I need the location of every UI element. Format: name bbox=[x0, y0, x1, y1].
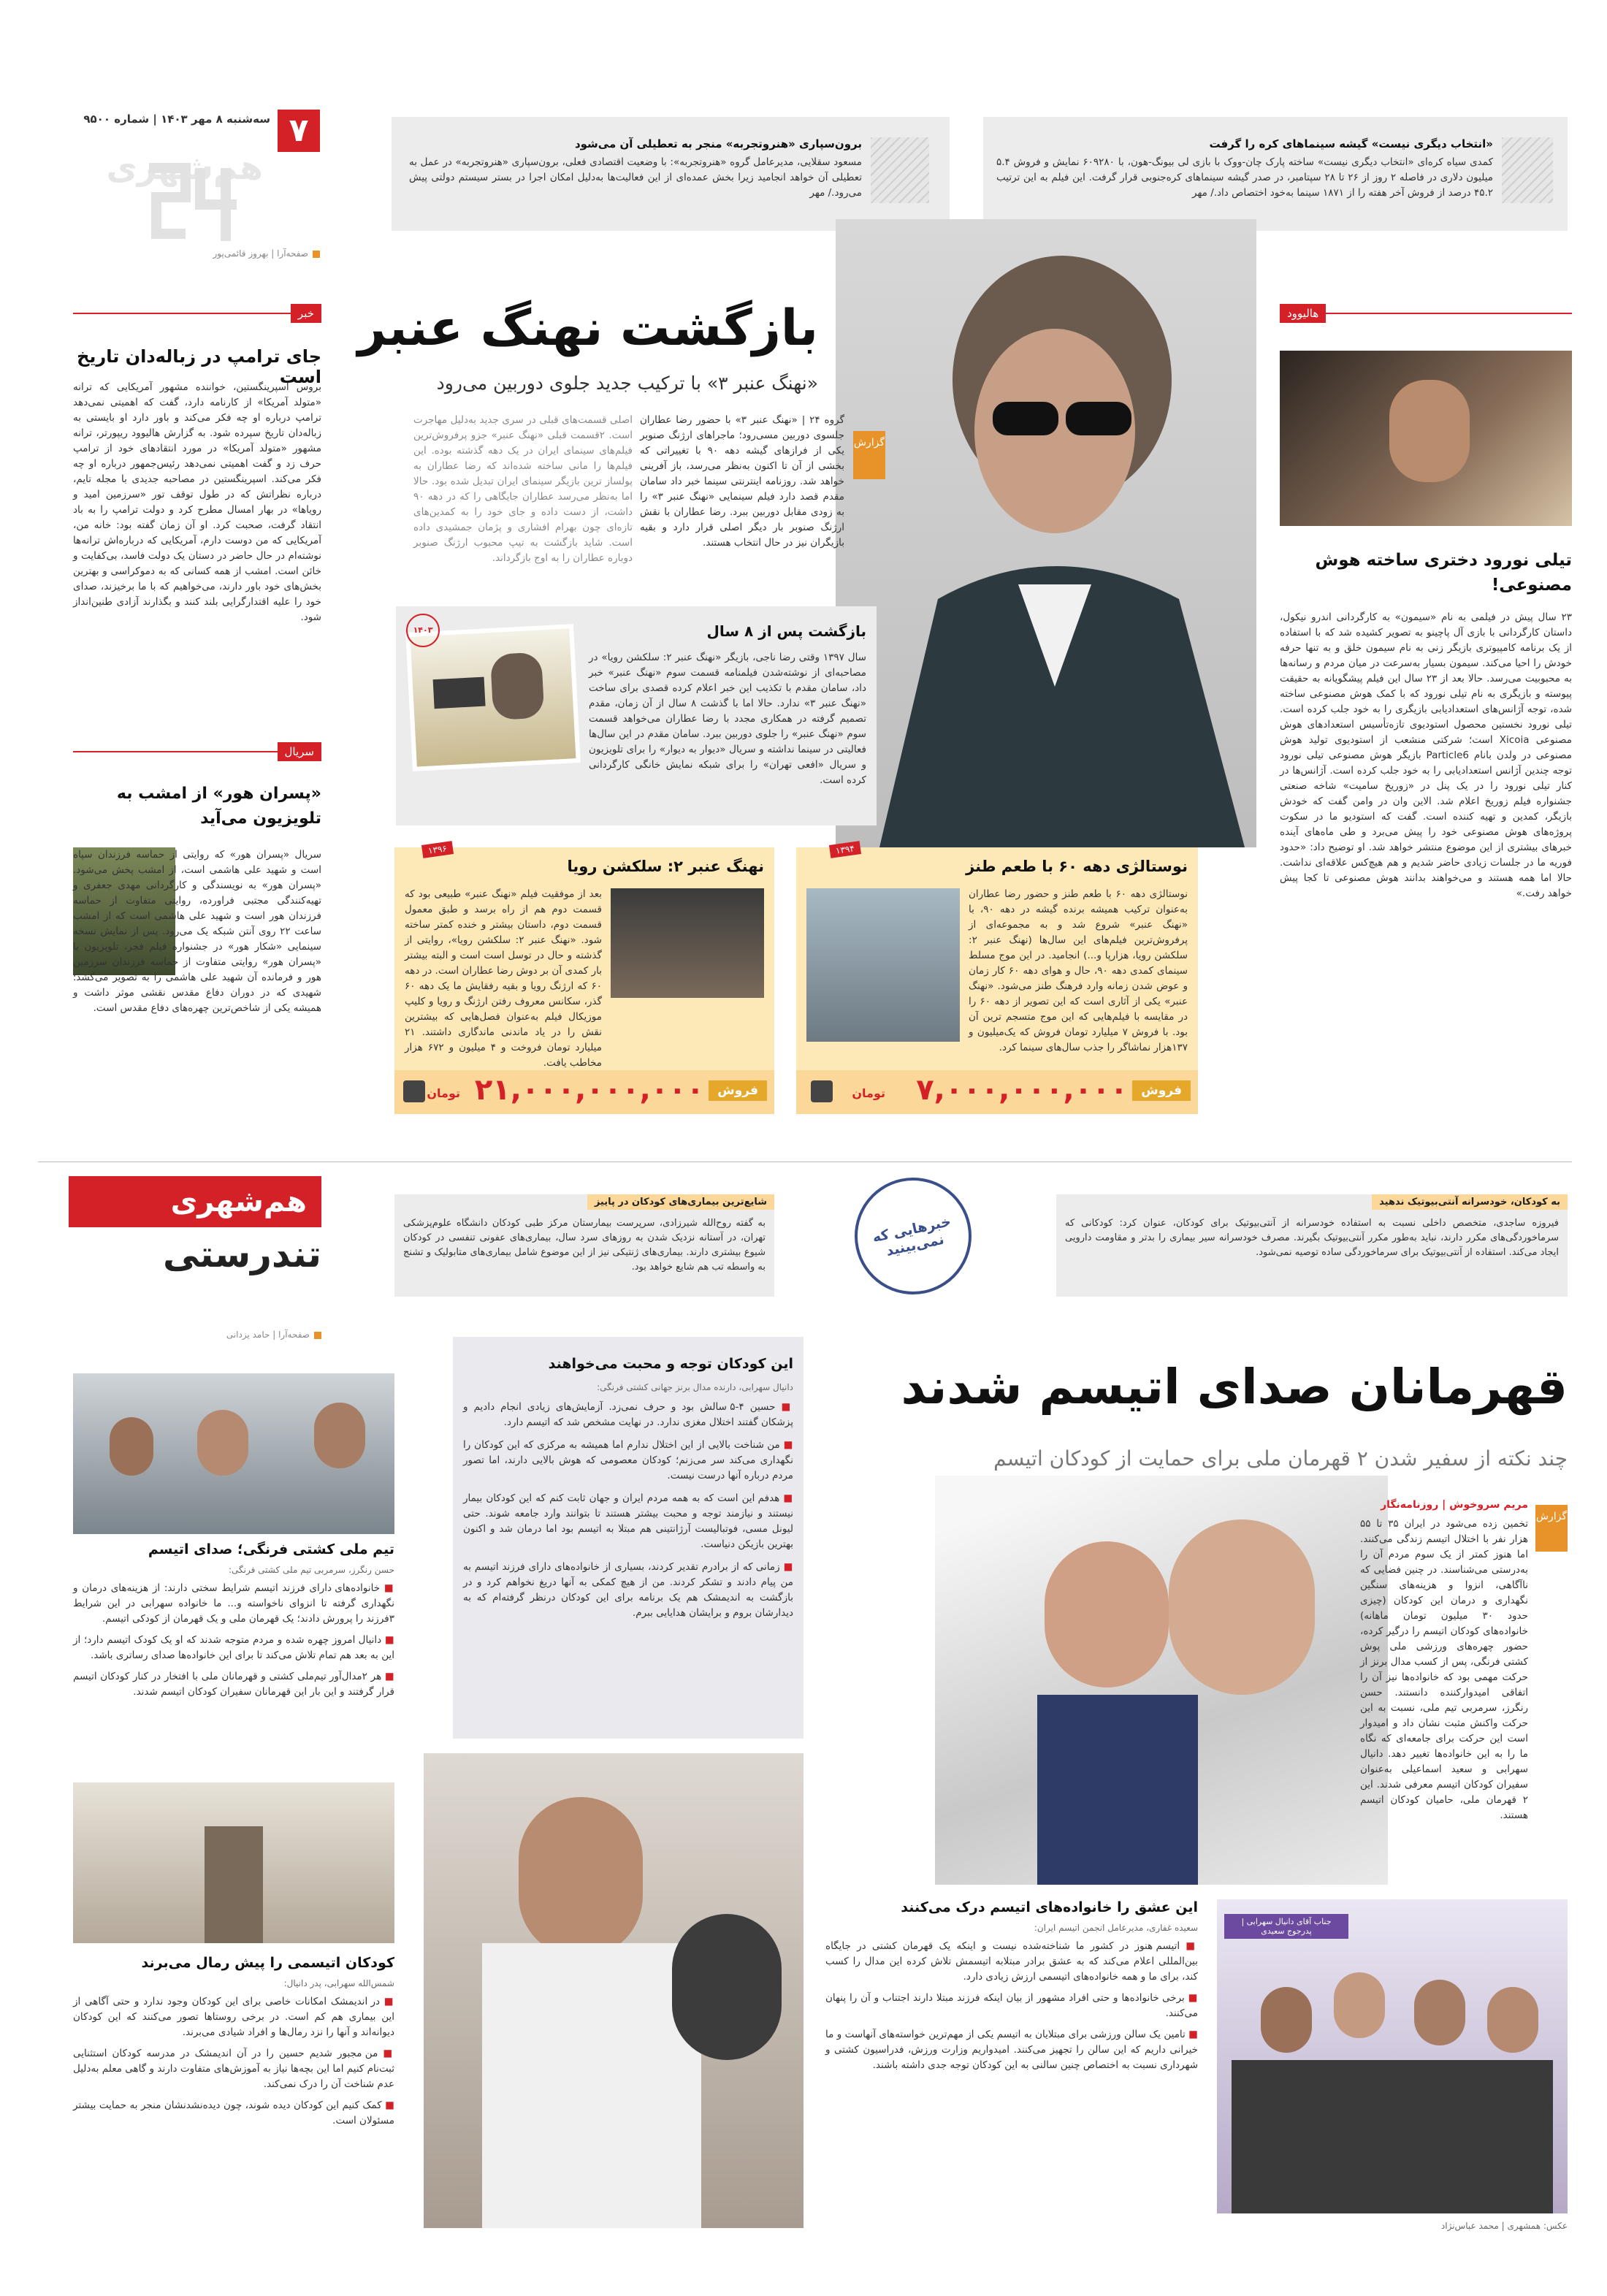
masthead-block bbox=[67, 110, 320, 263]
brand-logo bbox=[73, 139, 314, 241]
autism-cost-col-list bbox=[73, 1994, 394, 2129]
masthead-editor: صفحه‌آرا | بهروز قائمی‌پور bbox=[213, 248, 320, 259]
brand-name: هم‌شهری bbox=[106, 148, 263, 187]
red-bullet-icon: ■ bbox=[381, 2099, 394, 2111]
sales-strip-1 bbox=[796, 1070, 1198, 1114]
love-col-title: این عشق را خانواده‌های اتیسم درک می‌کنند bbox=[901, 1899, 1198, 1915]
red-bullet-icon: ■ bbox=[1180, 1940, 1198, 1952]
team-photo bbox=[73, 1373, 394, 1534]
kids-item-2: ■ من شناخت بالایی از این اختلال ندارم اما همیشه به مرکزی که این کودکان را نگهداری می‌کند سر می‌زنم؛ کودکان معصومی که هوش بالایی دارند، اما تصور مردم درباره آنها درست نیست. bbox=[463, 1439, 794, 1481]
top-news-left-title: برون‌سپاری «هنروتجربه» منجر به تعطیلی آن می‌شود bbox=[574, 137, 862, 150]
sales-box-2 bbox=[394, 843, 774, 1114]
love-col bbox=[825, 1899, 1198, 2206]
health-news-left-body: به گفته روح‌الله شیرزادی، سرپرست بیمارستان مرکز طبی کودکان دانشگاه علوم‌پزشکی تهران، در آستانه نزدیک شدن به روزهای سرد سال، بیماری‌های عفونی تنفسی در کودکان شیوع بیشتری دارند. بیماری‌های ژنتیکی نیز از این موضوع شامل بیماری‌های متابولیک و تشنج به واسطه تب هم شایع خواهد بود. bbox=[403, 1218, 766, 1273]
red-bullet-icon: ■ bbox=[381, 1671, 395, 1682]
wrestlers-item-2: ■ دانیال امروز چهره شده و مردم متوجه شدند که او یک کودک اتیسم دارد؛ از این به بعد هم تمام تلاش می‌کند تا برای این خانواده‌ها صدای رساتری باشد. bbox=[73, 1634, 395, 1661]
hidden-news-stamp: خبرهایی که نمی‌بینید bbox=[844, 1167, 982, 1305]
red-bullet-icon: ■ bbox=[380, 1996, 395, 2007]
autism-item-3: ■ کمک کنیم این کودکان دیده شوند، چون دیده‌نشدنشان منجر به حمایت بیشتر مسئولان است. bbox=[73, 2099, 394, 2127]
ceremony-banner: جناب آقای دانیال سهرابی | پدرجوج سعیدی bbox=[1224, 1914, 1348, 1939]
health-news-right bbox=[1056, 1194, 1568, 1297]
comeback-photo bbox=[405, 624, 581, 771]
autism-item-1: ■ در اندیمشک امکانات خاصی برای این کودکان وجود ندارد و حتی آگاهی از این بیماری هم کم است. در برخی روستاها تصور می‌کنند که این کودکان دیوانه‌اند و آنها را نزد رمال‌ها و افراد شیادی می‌برند. bbox=[73, 1996, 395, 2038]
health-lead: تخمین زده می‌شود در ایران ۳۵ تا ۵۵ هزار نفر با اختلال اتیسم زندگی می‌کنند. اما هنوز کمتر از یک سوم مردم آن را به‌درستی می‌شناسند. در چنین فضایی که ناآگاهی، انزوا و هزینه‌های سنگین نگهداری و درمان این کودکان (چیزی حدود ۳۰ میلیون تومان ماهانه) خانواده‌های کودکان اتیسم را درگیر کرده، حضور چهره‌های ورزشی ملی پوش کشتی فرنگی، پس از کسب مدال برنز از حرکت مهمی بود که خانواده‌ها نیز آن را اتفاقی امیدوارکننده دانستند. حسن رنگرز، سرمربی تیم ملی، نسبت به این حرکت واکنش مثبت نشان داد و امیدوار است این حرکت برای جامعه‌ای که نگاه ما را به این خانواده‌ها تغییر دهد. دانیال سهرابی و سعید اسماعیلی به‌عنوان سفیران کودکان اتیسم معرفی شدند. این ۲ قهرمان ملی، حامیان کودکان اتیسم هستند. bbox=[1360, 1518, 1529, 1821]
health-section-name: تندرستی bbox=[162, 1233, 321, 1275]
wrestlers-item-3: ■ هر ۲مدال‌آور تیم‌ملی کشتی و قهرمانان ملی با افتخار در کنار کودکان اتیسم قرار گرفتند و این بار این قهرمانان سفیران کودکان اتیسم شدند. bbox=[73, 1671, 395, 1698]
love-item-2: ■ برخی خانواده‌ها و حتی افراد مشهور از بیان اینکه فرزند مبتلا دارند اجتناب و آن را پنهان می‌کنند. bbox=[825, 1992, 1198, 2019]
attaran-photo bbox=[836, 219, 1256, 847]
orange-square-icon bbox=[313, 251, 320, 258]
wrestlers-col-intro: حسن رنگرز، سرمربی تیم ملی کشتی فرنگی: bbox=[228, 1565, 394, 1575]
comeback-box-title: بازگشت پس از ۸ سال bbox=[706, 622, 866, 640]
wrestlers-col-title: تیم ملی کشتی فرنگی؛ صدای اتیسم bbox=[148, 1541, 394, 1557]
sales-label-2: فروش bbox=[709, 1080, 767, 1101]
orange-square-icon-2 bbox=[314, 1332, 321, 1339]
kids-col bbox=[453, 1337, 804, 1739]
sales-amount-1: ۷,۰۰۰,۰۰۰,۰۰۰ bbox=[916, 1073, 1128, 1107]
sales-box-1-photo bbox=[806, 888, 960, 1042]
top-news-right-body: کمدی سیاه کره‌ای «انتخاب دیگری نیست» ساخته پارک چان-ووک با بازی لی بیونگ-هون، با ۶۰۹۲۸۰ نمایش و فروش ۵.۴ میلیون دلاری در فاصله ۲ روز از ۲۶ تا ۲۸ سپتامبر، در صدر گیشه سینماهای کره‌جنوبی قرار گرفت. این فیلم به این ترتیب ۴۵.۲ درصد از فروش آخر هفته را از ۱۸۷۱ سینما به‌خود اختصاص داد./ مهر bbox=[996, 156, 1493, 199]
wrestlers-kid-photo bbox=[935, 1476, 1388, 1885]
sales-box-1-title: نوستالژی دهه ۶۰ با طعم طنز bbox=[966, 858, 1188, 875]
kids-col-list bbox=[463, 1400, 793, 1621]
top-news-left bbox=[392, 117, 950, 231]
saghlaei-photo bbox=[871, 137, 929, 203]
health-brand: هم‌شهری bbox=[69, 1176, 321, 1227]
health-editor: صفحه‌آرا | حامد یزدانی bbox=[226, 1330, 321, 1340]
series-title: «پسران هور» از امشب به تلویزیون می‌آید bbox=[116, 785, 321, 828]
year-stamp-1396: ۱۳۹۶ bbox=[421, 841, 454, 858]
top-news-right bbox=[983, 117, 1568, 231]
red-bullet-icon: ■ bbox=[775, 1401, 794, 1413]
ticket-icon bbox=[811, 1080, 833, 1102]
kids-col-intro: دانیال سهرابی، دارنده مدال برنز جهانی کشتی فرنگی: bbox=[597, 1382, 793, 1392]
news-body: بروس اسپرینگستین، خواننده مشهور آمریکایی که ترانه «متولد آمریکا» از کارنامه دارد، گفت که اهمیتی نمی‌دهد ترامپ درباره او چه فکر می‌کند و باور دارد او بایستی به زباله‌دان تاریخ سپرده شود. به گزارش هالیوود ریپورتر، ترانه مشهور «متولد آمریکا» در مورد انتقادهای خود از ترامپ حرف زد و گفت اهمیتی نمی‌دهد رئیس‌جمهور درباره او چه فکر می‌کند. اسپرینگستین در مصاحبه جدیدی با مجله تایم، درباره نظراتش که در طول توقف تور «سرزمین امید و رویاها» در بهار امسال مطرح کرد و دولت ترامپ را به باد انتقاد گرفت، صحبت کرد. او آن زمان گفته بود: خانه من، آمریکایی که من دوست دارم، آمریکایی که درباره‌اش ترانه‌ها نوشته‌ام در حال حاضر در دستان یک دولت فاسد، بی‌کفایت و خائن است. امشب از همه کسانی که به دموکراسی و بهترین بخش‌های خود باور دارند، می‌خواهیم که با ما برخیزند، صدای خود را علیه اقتدارگرایی بلند کنند و بگذارند آزادی طنین‌انداز شود. bbox=[73, 381, 321, 623]
series-column bbox=[73, 738, 321, 1132]
brand-24-logo bbox=[134, 153, 244, 248]
health-news-left-title: شایع‌ترین بیماری‌های کودکان در پاییز bbox=[587, 1194, 774, 1210]
love-col-list bbox=[825, 1939, 1198, 2073]
kids-col-title: این کودکان توجه و محبت می‌خواهند bbox=[548, 1356, 793, 1372]
health-main-subtitle: چند نکته از سفیر شدن ۲ قهرمان ملی برای حمایت از کودکان اتیسم bbox=[993, 1446, 1568, 1471]
series-body: سریال «پسران هور» که روایتی از حماسه فرزندان سپاه است و شهید علی هاشمی است، از امشب پخش می‌شود. «پسران هور» به نویسندگی و کارگردانی مهدی جعفری و تهیه‌کنندگی مجتبی فراورده، روایتی متفاوت از حماسه فرزندان هور است و شهید علی هاشمی است که از امشب ساعت ۲۲ روی آنتن شبکه یک می‌رود. پس از نمایش نسخه سینمایی «شکار هور» در جشنواره فیلم فجر، تلویزیون با «پسران هور» روایتی متفاوت از حماسه فرزندان سرزمین هور و فرمانده آن شهید علی هاشمی را به تصویر می‌کشد؛ شهیدی که در دوران دفاع مقدس نقشی موثر داشت و همیشه یکی از شاخص‌ترین چهره‌های دفاع مقدس است. bbox=[73, 849, 321, 1014]
feature-subtitle: «نهنگ عنبر ۳» با ترکیب جدید جلوی دوربین می‌رود bbox=[436, 373, 818, 394]
ceremony-photo bbox=[1217, 1899, 1568, 2213]
comeback-box bbox=[396, 606, 877, 825]
health-news-right-title: به کودکان، خودسرانه آنتی‌بیوتیک ندهید bbox=[1372, 1194, 1568, 1210]
sales-box-2-body: بعد از موفقیت فیلم «نهنگ عنبر» طبیعی بود که قسمت دوم هم از راه برسد و طبق معمول قسمت دوم، داستان بیشتر و خنده کمتر ساخته شود. «نهنگ عنبر ۲: سلکشن رویا»، روایتی از گذشته و حال در توسل است است و البته بیشتر بار کمدی آن بر دوش رضا عطاران است. در دهه ۶۰ که ارژنگ رویا و بقیه رفقایش ما یک دهه ۶۰ گذر، سکانس معروف رفتن ارژنگ و رویا و کلیپ موزیکال فیلم به‌عنوان فصل‌هایی که بیشترین نقش را در یاد ماندنی ماندگاری داشتند. ۲۱ میلیارد تومان فروخت و ۴ میلیون و ۶۷۲ هزار مخاطب یافت. bbox=[405, 888, 602, 1069]
kids-item-1: ■ حسین ۴-۵ سالش بود و حرف نمی‌زد. آزمایش‌های زیادی انجام دادیم و پزشکان گفتند اختلال مغزی ندارد. در نهایت مشخص شد که اتیسم دارد. bbox=[463, 1401, 794, 1428]
red-bullet-icon: ■ bbox=[779, 1492, 794, 1504]
portrait-silhouette bbox=[836, 219, 1256, 847]
sales-unit-2: تومان bbox=[427, 1086, 460, 1100]
hollywood-title: تیلی نورود دختری ساخته هوش مصنوعی! bbox=[1315, 551, 1572, 595]
issue-line: سه‌شنبه ۸ مهر ۱۴۰۳ | شماره ۹۵۰۰ bbox=[83, 112, 270, 126]
ticket-icon-2 bbox=[403, 1080, 425, 1102]
news-rule bbox=[73, 313, 321, 314]
health-news-left bbox=[394, 1194, 774, 1297]
corridor-photo bbox=[73, 1782, 394, 1943]
red-bullet-icon: ■ bbox=[779, 1561, 793, 1573]
sales-box-1 bbox=[796, 843, 1198, 1114]
year-stamp-1394: ۱۳۹۴ bbox=[829, 841, 861, 858]
red-bullet-icon: ■ bbox=[1184, 1992, 1198, 2004]
series-badge: سریال bbox=[278, 742, 322, 761]
wrestlers-col bbox=[73, 1541, 394, 1782]
health-report-label: گزارش bbox=[1535, 1505, 1568, 1552]
feature-report-label: گزارش bbox=[853, 431, 885, 479]
director-photo bbox=[1502, 137, 1553, 203]
hollywood-body: ۲۳ سال پیش در فیلمی به نام «سیمون» به کارگردانی اندرو نیکول، داستان کارگردانی با بازی آل پاچینو به تصویر کشیده شد که با استفاده از یک برنامه کامپیوتری بازیگر زنی به نام سیمون خلق و به تنها حرفه خودش را احیا می‌کند. سیمون بسیار به‌سرعت در میان مردم و رسانه‌ها به محبوبیت می‌رسد. حالا بعد از ۲۳ سال این فیلم پیشگویانه به حقیقت پیوسته و بازیگری به نام تیلی نورود که با کمک هوش مصنوعی ساخته شده، توجه آژانس‌های استعدادیابی بازیگری را به خود جلب کرده است. تیلی نورود نخستین محصول استودیوی تازه‌تأسیس استعدادهای هوش مصنوعی Xicoia است؛ شرکتی منشعب از استودیوی تولید هوش مصنوعی در ولدن بانام Particle6 بازیگر هوش مصنوعی تیلی نورود توجه چندین آژانس استعدادیابی را به خود جلب کرده است. آژانس‌ها در کنار تیلی نورود را در یک پنل در «زوریخ سامیت» شاخه صنعتی جشنواره فیلم زوریخ اعلام شد. الاین وان در وامن گفت که خودش بازیگر، کمدین و تهیه کننده است. گفت که استودیو ما در سکوت پروژه‌های هوش مصنوعی خود را پیش می‌برد و طی ماه‌های آینده خبرهای بیشتری از این موضوع منتشر خواهد شد. او توضیح داد: «حدود فوریه ما در جلسات زیادی حاضر شدیم و هم هیچ‌کس علاقه‌ای نداشت. حالا اما همه هستند و می‌خواهند بدانند هوش مصنوعی تا کجا پیش خواهد رفت.» bbox=[1280, 611, 1572, 899]
wrestlers-col-list bbox=[73, 1581, 394, 1700]
feature-lead-right: گروه ۲۴ | «نهنگ عنبر ۳» با حضور رضا عطاران جلسوی دوربین مسی‌رود؛ ماجراهای ارژنگ صنوبر یکی از فرازهای گیشه دهه ۹۰ با تغییراتی که بخشی از آن تا اکنون به‌نظر می‌رسد، باز آفرینی خواهد شد. روزنامه اینترنتی سینما خبر داد سامان مقدم قصد دارد فیلم سینمایی «نهنگ عنبر ۳» را به زودی مقابل دوربین ببرد. رضا عطاران با نقش ارژنگ صنوبر بار دیگر اصلی قرار دارد و بقیه بازیگران نیز در حال انتخاب هستند. bbox=[640, 414, 844, 549]
autism-cost-col bbox=[73, 1955, 394, 2196]
top-news-right-title: «انتخاب دیگری نیست» گیشه سینماهای کره را گرفت bbox=[1209, 137, 1493, 150]
feature-lead-left: اصلی قسمت‌های قبلی در سری جدید به‌دلیل مهاجرت است. ۲قسمت قبلی «نهنگ عنبر» جزو پرفروش‌ترین فیلم‌های سینمای ایران در یک دهه گذشته بوده. این فیلم‌ها را مانی ساخته شده‌اند که رضا عطاران به پولساز ترین بازیگر سینمای ایران تبدیل شده بود. حالا اما به‌نظر می‌رسد عطاران جایگاهی را که در دهه ۹۰ داشت، از دست داده و جای خود را به کمدین‌های تازه‌ای چون بهرام افشاری و پژمان جمشیدی داده است. شاید بازگشت به تیپ محبوب ارژنگ صنوبر دوباره عطاران را به اوج بازگرداند. bbox=[413, 414, 633, 564]
page-number-box: ۷ bbox=[278, 110, 320, 152]
sales-box-2-title: نهنگ عنبر ۲: سلکشن رویا bbox=[567, 858, 764, 875]
sales-box-1-body: نوستالژی دهه ۶۰ با طعم طنز و حضور رضا عطاران به‌عنوان ترکیب همیشه برنده گیشه در دهه ۹۰، با «نهنگ عنبر» شروع شد و به مجموعه‌ای از پرفروش‌ترین فیلم‌های این سال‌ها (نهنگ عنبر ۲: سلکشن رویا، هزارپا و...) انجامید. در این موج مسلط سینمای کمدی دهه ۹۰، حال و هوای دهه ۶۰ کار زمان و عوض شدن زمانه وارد فرهنگ طنز می‌شود. «نهنگ عنبر» یکی از آثاری است که این تصویر از دهه ۶۰ را در مقایسه با فیلم‌هایی که این موج متسجم ترین آن بود. با فروش ۷ میلیارد تومان فروش که یک‌میلیون و ۱۳۷هزار نماشاگر را جذب سال‌های سینما کرد. bbox=[969, 888, 1188, 1053]
autism-item-2: ■ من مجبور شدیم حسین را در آن اندیمشک در مدرسه کودکان استثنایی ثبت‌نام کنیم اما این بچه‌ها نیاز به آموزش‌های متفاوت دارند و گاهی معلم به‌دلیل عدم شناخت آن را درک نمی‌کند. bbox=[73, 2048, 394, 2090]
sales-unit-1: تومان bbox=[852, 1086, 885, 1100]
wrestlers-item-1: ■ خانواده‌های دارای فرزند اتیسم شرایط سختی دارند: از هزینه‌های درمان و نگهداری گرفته تا انزوای ناخواسته و... ما خانواده سهرابی در این شرایط ۳فرزند را پرورش دادند؛ یک قهرمان ملی و یک قهرمان از کودکی اتیسم. bbox=[73, 1582, 394, 1625]
red-bullet-icon: ■ bbox=[779, 1439, 794, 1451]
kids-item-3: ■ هدفم این است که به همه مردم ایران و جهان ثابت کنم که این کودکان بیمار نیستند و نیازمند توجه و محبت بیشتر هستند تا بتوانند وارد جامعه شوند. حتی لیونل مسی، فوتبالیست آرژانتینی هم مبتلا به اتیسم بود اما درمان شد و اکنون بهترین بازیکن دنیاست. bbox=[463, 1492, 794, 1550]
red-bullet-icon: ■ bbox=[380, 1582, 394, 1594]
red-bullet-icon: ■ bbox=[381, 1634, 395, 1646]
hollywood-column bbox=[1280, 300, 1572, 1132]
autism-cost-col-title: کودکان اتیسمی را پیش رمال می‌برند bbox=[141, 1955, 394, 1971]
red-bullet-icon: ■ bbox=[378, 2048, 394, 2059]
health-main-title: قهرمانان صدای اتیسم شدند bbox=[901, 1359, 1568, 1415]
feature-title: بازگشت نهنگ عنبر bbox=[357, 300, 818, 357]
red-bullet-icon: ■ bbox=[1185, 2029, 1198, 2040]
sales-box-2-photo bbox=[611, 888, 764, 998]
sales-label-1: فروش bbox=[1132, 1080, 1191, 1101]
year-stamp-1403: ۱۴۰۳ bbox=[406, 614, 440, 647]
health-news-right-body: فیروزه ساجدی، متخصص داخلی نسبت به استفاده خودسرانه از آنتی‌بیوتیک برای کودکان، عنوان کرد: کودکانی که سرماخوردگی‌های مکرر دارند، نباید به‌طور مکرر آنتی‌بیوتیک بگیرند. مصرف خودسرانه سیر بیماری را بدتر و مقاومت دارویی ایجاد می‌کند. استفاده از آنتی‌بیوتیک برای سرماخوردگی ساده توصیه نمی‌شود. bbox=[1065, 1218, 1559, 1258]
news-column bbox=[73, 300, 321, 709]
love-item-3: ■ تامین یک سالن ورزشی برای مبتلایان به اتیسم یکی از مهم‌ترین خواسته‌های آنهاست و ما خیرانی داریم که این سالن را تجهیز می‌کنند. امیدواریم وزارت ورزش، فدراسیون کشتی و شهرداری نسبت به اختصاص چنین سالنی به این کودکان توجه جدی داشته باشند. bbox=[825, 2029, 1198, 2071]
news-badge: خبر bbox=[291, 304, 321, 323]
love-item-1: ■ اتیسم هنوز در کشور ما شناخته‌شده نیست و اینکه یک قهرمان کشتی در جایگاه بین‌المللی اعلام می‌کند که به عشق برادر مبتلابه اتیسمش تلاش کرده این مدال را کسب کند، برای ما و همه خانواده‌های اتیسمی ارزش زیادی دارد. bbox=[825, 1940, 1198, 1983]
sales-amount-2: ۲۱,۰۰۰,۰۰۰,۰۰۰ bbox=[474, 1073, 704, 1107]
sales-strip-2 bbox=[394, 1070, 774, 1114]
top-news-left-body: مسعود سقلایی، مدیرعامل گروه «هنروتجربه»: با وضعیت اقتصادی فعلی، برون‌سپاری «هنروتجربه» در عمل به تعطیلی آن خواهد انجامید زیرا بخش عمده‌ای از این فعالیت‌ها به‌دلیل امکان اجرا در بستر سیستم دولتی پیش می‌رود./ مهر bbox=[409, 156, 862, 199]
hollywood-badge: هالیوود bbox=[1280, 304, 1326, 323]
health-author: مریم سروخوش | روزنامه‌نگار bbox=[1381, 1499, 1528, 1511]
photo-credit: عکس: همشهری | محمد عباس‌نژاد bbox=[1440, 2221, 1568, 2231]
news-title: جای ترامپ در زباله‌دان تاریخ است bbox=[77, 346, 321, 387]
autism-cost-col-intro: شمس‌الله سهرابی، پدر دانیال: bbox=[283, 1978, 394, 1988]
love-col-intro: سعیده غفاری، مدیرعامل انجمن اتیسم ایران: bbox=[1034, 1923, 1198, 1933]
kids-item-4: ■ زمانی که از برادرم تقدیر کردند، بسیاری از خانواده‌های دارای فرزند اتیسم به من پیام دادند و تشکر کردند. من از هیچ کمکی به آنها دریغ نخواهم کرد و در بازگشت به اندیمشک هم یک برنامه برای این کودکان درنظر گرفته‌ام که به دیدارشان بروم و برایشان هدایایی ببرم. bbox=[463, 1561, 793, 1619]
tilly-photo bbox=[1280, 351, 1572, 526]
health-masthead bbox=[69, 1176, 321, 1340]
comeback-box-body: سال ۱۳۹۷ وقتی رضا ناجی، بازیگر «نهنگ عنبر ۲: سلکشن رویا» در مصاحبه‌ای از نوشته‌شدن فیلمنامه قسمت سوم «نهنگ عنبر» خبر داد، سامان مقدم با تکذیب این خبر اعلام کرده قصدی برای ساخت «نهنگ عنبر ۳» ندارد. حالا اما با گذشت ۸ سال از آن زمان، مقدم تصمیم گرفته در همکاری مجدد با رضا عطاران می‌خواهد قسمت سوم «نهنگ عنبر» را جلوی دوربین ببرد. سامان مقدم در این سال‌ها فعالیتی در سینما نداشته و سریال «دیوار به دیوار» را برای تلویزیون و سریال «افعی تهران» را برای شبکه نمایش خانگی کارگردانی کرده است. bbox=[589, 652, 866, 786]
hug-photo bbox=[424, 1753, 804, 2228]
